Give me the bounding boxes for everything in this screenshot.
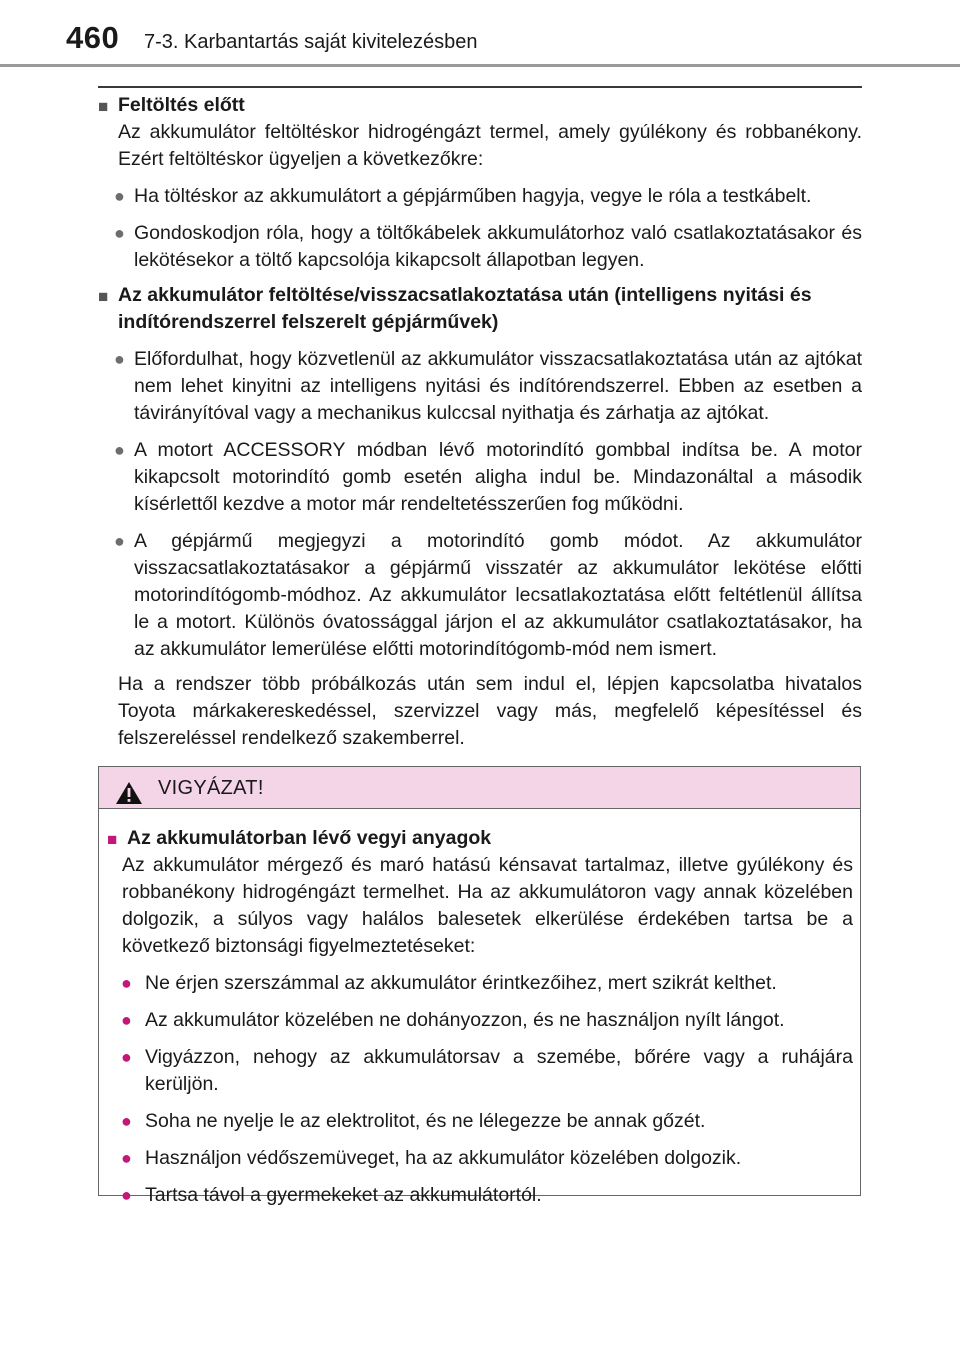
main-content <box>98 92 862 752</box>
bullet-dot-icon: ● <box>121 973 132 993</box>
list-item: ● A motort ACCESSORY módban lévő motorindító gombbal indítsa be. A motor kikapcsolt motorindító gomb esetén aligha indul be. Mindazonáltal a második kísérlettől kezdve a motor már rendeltetésszerűen fog működni. <box>114 439 862 515</box>
paragraph: Az akkumulátor mérgező és maró hatású kénsavat tartalmaz, illetve gyúlékony és robbanékony hidrogéngázt termelhet. Ha az akkumulátoron vagy annak közelében dolgozik, a súlyos vagy halálos balesetek elkerülése érdekében tartsa be a következő biztonsági figyelmeztetéseket: <box>122 854 853 957</box>
bullet-dot-icon: ● <box>114 223 125 243</box>
warning-box <box>98 766 861 1206</box>
section-divider <box>98 86 862 88</box>
warning-heading <box>107 825 853 852</box>
page-number: 460 <box>66 20 120 55</box>
warning-header <box>99 767 860 809</box>
bullet-dot-icon: ● <box>121 1111 132 1131</box>
list-item: ● Az akkumulátor közelében ne dohányozzon, és ne használjon nyílt lángot. <box>107 1007 853 1034</box>
list-item: ● Soha ne nyelje le az elektrolitot, és ne lélegezze be annak gőzét. <box>107 1108 853 1135</box>
section-title: Feltöltés előtt <box>118 94 245 116</box>
paragraph: Ha a rendszer több próbálkozás után sem indul el, lépjen kapcsolatba hivatalos Toyota márkakereskedéssel, szervizzel vagy más, megfelelő képesítéssel és felszereléssel rendelkező szakemberrel. <box>118 673 862 749</box>
list-item: ● Előfordulhat, hogy közvetlenül az akkumulátor visszacsatlakoztatása után az ajtókat nem lehet kinyitni az intelligens nyitási és indítórendszerrel. Ebben az esetben a távirányítóval vagy a mechanikus kulccsal nyithatja és zárhatja az ajtókat. <box>114 348 862 424</box>
list-item: ● Gondoskodjon róla, hogy a töltőkábelek akkumulátorhoz való csatlakoztatásakor és lekötésekor a töltő kapcsolója kikapcsolt állapotban legyen. <box>114 222 862 271</box>
warning-title: Az akkumulátorban lévő vegyi anyagok <box>127 827 492 849</box>
square-bullet-icon: ■ <box>98 97 109 116</box>
list-item: ● Használjon védőszemüveget, ha az akkumulátor közelében dolgozik. <box>107 1145 853 1172</box>
bullet-dot-icon: ● <box>121 1148 132 1168</box>
warning-body <box>107 825 853 1209</box>
bullet-dot-icon: ● <box>114 440 125 460</box>
list-item: ● Tartsa távol a gyermekeket az akkumulátortól. <box>107 1182 853 1209</box>
section-title: Az akkumulátor feltöltése/visszacsatlakoztatása után (intelligens nyitási és indítórendszerrel felszerelt gépjárművek) <box>118 284 812 333</box>
paragraph: Az akkumulátor feltöltéskor hidrogéngázt termel, amely gyúlékony és robbanékony. Ezért feltöltéskor ügyeljen a következőkre: <box>118 121 862 170</box>
warning-triangle-icon <box>115 781 143 805</box>
list-item: ● Vigyázzon, nehogy az akkumulátorsav a szemébe, bőrére vagy a ruhájára kerüljön. <box>121 1046 853 1095</box>
list-item: ● Ha töltéskor az akkumulátort a gépjárműben hagyja, vegye le róla a testkábelt. <box>98 183 862 210</box>
bullet-dot-icon: ● <box>121 1185 132 1205</box>
list-item: ● A gépjármű megjegyzi a motorindító gomb módot. Az akkumulátor visszacsatlakoztatásakor a gépjármű visszatér az akkumulátor lekötése előtti motorindítógomb-módhoz. Az akkumulátor lecsatlakoztatása előtt feltétlenül állítsa le a motort. Különös óvatossággal járjon el az akkumulátor csatlakoztatásakor, ha az akkumulátor lemerülése előtti motorindítógomb-mód nem ismert. <box>114 530 862 660</box>
page-header <box>0 0 960 70</box>
bullet-dot-icon: ● <box>114 531 125 551</box>
bullet-dot-icon: ● <box>114 186 125 206</box>
bullet-dot-icon: ● <box>121 1047 132 1067</box>
header-divider <box>0 64 960 67</box>
list-item: ● Ne érjen szerszámmal az akkumulátor érintkezőihez, mert szikrát kelthet. <box>107 970 853 997</box>
section-heading <box>98 282 862 336</box>
bullet-dot-icon: ● <box>121 1010 132 1030</box>
chapter-title: 7-3. Karbantartás saját kivitelezésben <box>144 31 478 53</box>
bullet-dot-icon: ● <box>114 349 125 369</box>
square-bullet-icon: ■ <box>98 287 109 306</box>
square-bullet-icon: ■ <box>107 830 118 849</box>
warning-label: VIGYÁZAT! <box>158 777 264 799</box>
section-heading <box>98 92 862 119</box>
